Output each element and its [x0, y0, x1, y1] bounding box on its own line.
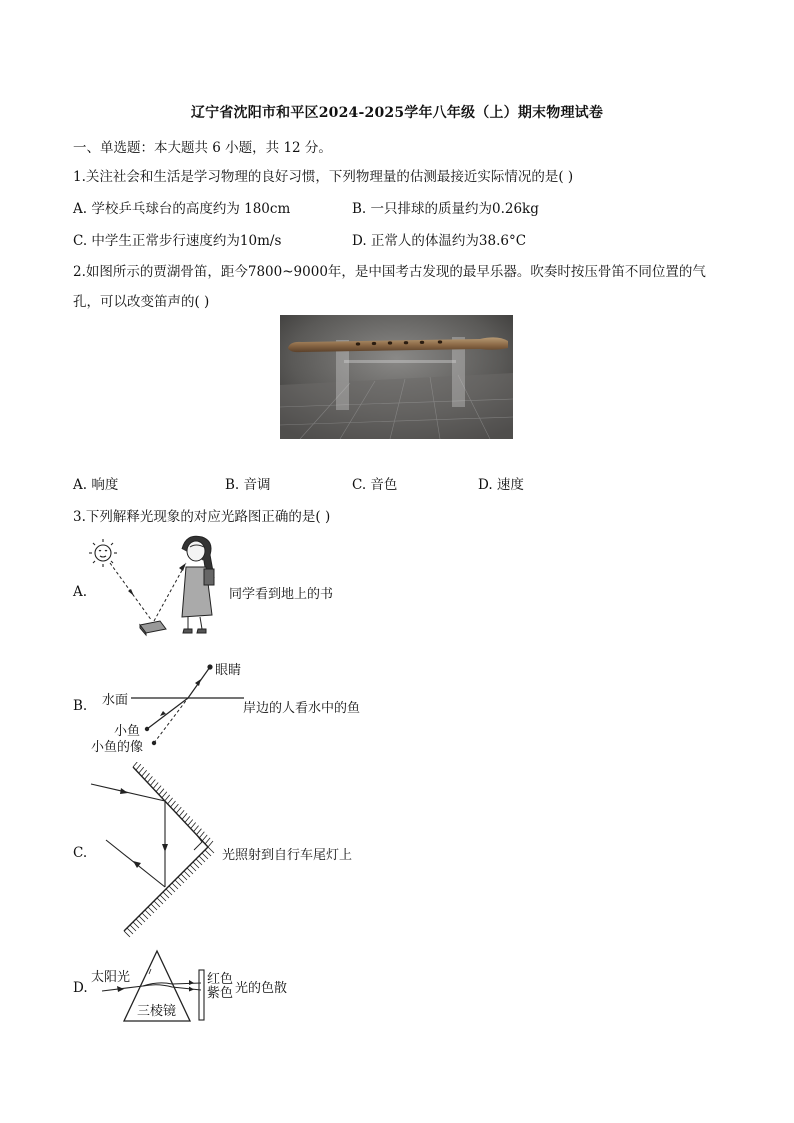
- q3-option-d-violet-label: 紫色: [207, 986, 234, 1001]
- book-icon: [140, 621, 166, 635]
- mirror-hatch-mark: [190, 865, 196, 871]
- mirror-hatch-mark: [130, 925, 136, 931]
- mirror-hatch-mark: [139, 916, 145, 922]
- mirror-hatch-mark: [139, 767, 144, 773]
- q1-option-a: A. 学校乒乓球台的高度约为 180cm: [73, 201, 291, 217]
- mirror-hatch-mark: [163, 892, 169, 898]
- q3-option-a-letter: A.: [73, 584, 88, 600]
- q3-option-b-water-label: 水面: [102, 693, 129, 708]
- mirror-hatch-mark: [188, 819, 193, 825]
- q3-option-c-diagram: [86, 762, 226, 942]
- mirror-hatch-mark: [160, 895, 166, 901]
- q2-option-d: D. 速度: [478, 477, 524, 493]
- q1-option-c: C. 中学生正常步行速度约为10m/s: [73, 233, 282, 249]
- mirror-hatch-mark: [193, 862, 199, 868]
- mirror-hatch-mark: [196, 859, 202, 865]
- mirror-hatch-mark: [124, 931, 130, 937]
- mirror-hatch-mark: [182, 813, 187, 819]
- mirror-hatch-mark: [173, 804, 178, 810]
- mirror-hatch-mark: [178, 877, 184, 883]
- mirror-hatch-mark: [159, 789, 164, 795]
- mirror-hatch-mark: [133, 762, 138, 767]
- mirror-hatch-mark: [136, 764, 141, 770]
- q2-stem-line1: 2.如图所示的贾湖骨笛，距今7800~9000年，是中国考古发现的最早乐器。吹奏时按压骨笛不同位置的气: [73, 264, 706, 280]
- mirror-hatch-mark: [127, 928, 133, 934]
- q3-option-d-letter: D.: [73, 980, 88, 996]
- mirror-hatch-mark: [154, 901, 160, 907]
- mirror-hatch-mark: [157, 898, 163, 904]
- q1-stem: 1.关注社会和生活是学习物理的良好习惯，下列物理量的估测最接近实际情况的是( ): [73, 169, 574, 185]
- mirror-hatch-mark: [142, 770, 147, 776]
- mirror-hatch-mark: [187, 868, 193, 874]
- mirror-hatch-mark: [208, 841, 213, 847]
- q3-option-b-fish-label: 小鱼: [114, 724, 141, 739]
- mirror-hatch-mark: [151, 904, 157, 910]
- mirror-hatch-mark: [169, 886, 175, 892]
- mirror-hatch-mark: [153, 783, 158, 789]
- mirror-hatch-mark: [172, 883, 178, 889]
- q3-stem: 3.下列解释光现象的对应光路图正确的是( ): [73, 509, 331, 525]
- sun-icon: [89, 539, 117, 567]
- exam-title: 辽宁省沈阳市和平区2024-2025学年八年级（上）期末物理试卷: [190, 105, 604, 121]
- mirror-hatch-mark: [166, 889, 172, 895]
- mirror-hatch-mark: [196, 829, 201, 835]
- mirror-hatch-mark: [162, 792, 167, 798]
- mirror-hatch-mark: [184, 871, 190, 877]
- mirror-hatch-mark: [175, 880, 181, 886]
- q2-option-b: B. 音调: [225, 477, 271, 493]
- mirror-hatch-mark: [205, 850, 211, 856]
- mirror-hatch-mark: [142, 913, 148, 919]
- mirror-hatch-mark: [179, 810, 184, 816]
- q3-option-a-caption: 同学看到地上的书: [229, 587, 334, 602]
- mirror-hatch-mark: [176, 807, 181, 813]
- q3-option-b-fish-image-label: 小鱼的像: [91, 740, 144, 755]
- mirror-hatch-mark: [145, 910, 151, 916]
- mirror-hatch-mark: [147, 776, 152, 782]
- q3-option-b-caption: 岸边的人看水中的鱼: [243, 701, 361, 716]
- mirror-hatch-mark: [181, 874, 187, 880]
- mirror-hatch-mark: [171, 801, 176, 807]
- q3-option-d-sun-label: 太阳光: [91, 970, 131, 985]
- mirror-hatch-mark: [168, 798, 173, 804]
- mirror-hatch-mark: [194, 826, 199, 832]
- q3-option-d-red-label: 红色: [207, 972, 234, 987]
- student-figure: [182, 536, 214, 633]
- mirror-hatch-mark: [208, 847, 214, 853]
- mirror-hatch-mark: [185, 816, 190, 822]
- mirror-hatch-mark: [199, 856, 205, 862]
- q2-stem-line2: 孔，可以改变笛声的( ): [73, 294, 210, 310]
- q3-option-b-letter: B.: [73, 698, 88, 714]
- q1-option-b: B. 一只排球的质量约为0.26kg: [352, 201, 539, 217]
- q3-option-c-letter: C.: [73, 845, 88, 861]
- mirror-hatch-mark: [202, 835, 207, 841]
- mirror-hatch-mark: [205, 838, 210, 844]
- q3-option-d-caption: 光的色散: [235, 981, 288, 996]
- mirror-hatch-mark: [148, 907, 154, 913]
- q2-option-a: A. 响度: [73, 477, 119, 493]
- mirror-hatch-mark: [199, 832, 204, 838]
- section-heading: 一、单选题：本大题共 6 小题，共 12 分。: [73, 140, 332, 156]
- mirror-hatch-mark: [133, 922, 139, 928]
- mirror-hatch-mark: [145, 773, 150, 779]
- mirror-hatch-mark: [165, 795, 170, 801]
- q3-option-b-eye-label: 眼睛: [215, 663, 242, 678]
- q1-option-d: D. 正常人的体温约为38.6°C: [352, 233, 527, 249]
- mirror-hatch-mark: [202, 853, 208, 859]
- mirror-hatch-mark: [156, 786, 161, 792]
- bone-flute-photo: [280, 315, 513, 439]
- mirror-hatch-mark: [191, 823, 196, 829]
- mirror-hatch-mark: [150, 779, 155, 785]
- q3-option-c-caption: 光照射到自行车尾灯上: [222, 848, 353, 863]
- mirror-hatch-mark: [136, 919, 142, 925]
- q3-option-d-prism-label: 三棱镜: [137, 1004, 177, 1019]
- q2-option-c: C. 音色: [352, 477, 398, 493]
